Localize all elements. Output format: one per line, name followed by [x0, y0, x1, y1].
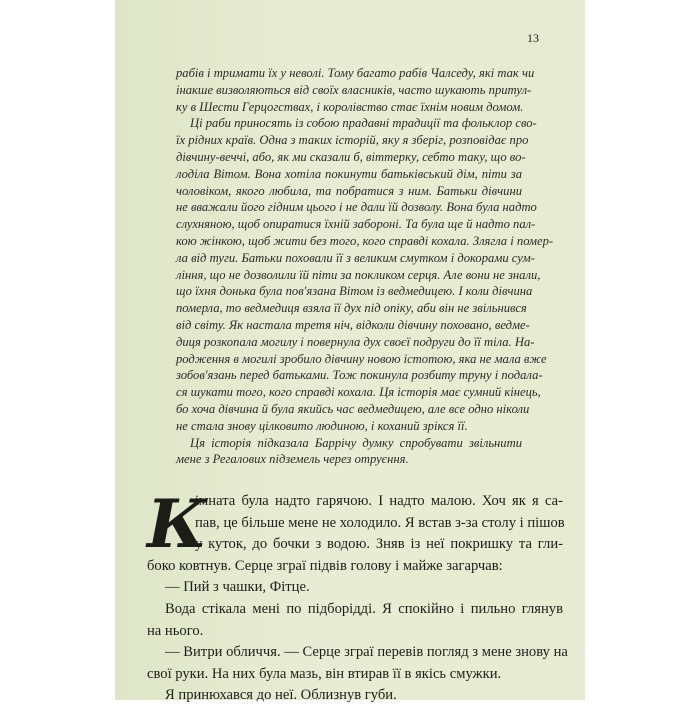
text-line: у куток, до бочки з водою. Зняв із неї покришку та гли- [195, 536, 563, 553]
text-line: інакше визволяються від своїх власників, часто шукають притул- [176, 82, 532, 97]
text-line: ся шукати того, кого справді кохала. Ця історія має сумний кінець, [176, 385, 541, 400]
italic-excerpt [176, 65, 554, 468]
text-line: — Витри обличчя. — Серце зграї перевів погляд з мене знову на [165, 644, 568, 661]
text-line: слухняною, щоб опиратися їхній забороні. Та була ще й надто пал- [176, 217, 536, 232]
text-line: диця розкопала могилу і повернула дух своєї подруги до її тіла. На- [176, 334, 535, 349]
text-line: не вважали його гідним цього і не дали їй дозволу. Вона була надто [176, 200, 537, 215]
text-line: що їхня донька була пов'язана Вітом із ведмедицею. І коли дівчина [176, 284, 533, 299]
text-line: кою жінкою, щоб жити без того, кого справді кохала. Злягла і помер- [176, 233, 554, 248]
text-line: померла, то ведмедиця взяла її дух під опіку, аби він не звільнився [176, 301, 527, 316]
text-line: мене з Регалових підземель через отруєння. [176, 452, 409, 467]
text-line: зобов'язань перед батьками. Тож покинула розбиту труну і подала- [176, 368, 543, 383]
text-line: свої руки. На них була мазь, він втирав її в якісь смужки. [147, 665, 502, 682]
text-line: імната була надто гарячою. І надто малою. Хоч як я са- [195, 493, 563, 509]
drop-cap: К [147, 485, 208, 563]
text-line: боко ковтнув. Серце зграї підвів голову і майже загарчав: [147, 557, 503, 574]
text-line: Ця історія підказала Баррічу думку спробувати звільнити [190, 435, 522, 450]
text-line: — Пий з чашки, Фітце. [165, 579, 310, 596]
text-line: Я принюхався до неї. Облизнув губи. [165, 687, 397, 704]
text-line: чоловіком, якого любила, та побратися з ним. Батьки дівчини [176, 183, 522, 198]
text-line: лоділа Вітом. Вона хотіла покинути батьківський дім, піти за [176, 166, 522, 181]
text-line: Вода стікала мені по підборідді. Я спокійно і пильно глянув [165, 600, 563, 617]
text-line: дівчину-веччі, або, як ми сказали б, віттерку, себто таку, що во- [176, 149, 526, 164]
text-line: Ці раби приносять із собою прадавні традиції та фольклор сво- [190, 116, 537, 131]
text-line: ління, що не дозволили їй піти за покликом серця. Але вони не знали, [176, 267, 541, 282]
text-line: родження в могилі зробило дівчину новою істотою, яка не мала вже [176, 351, 547, 366]
text-line: від світу. Як настала третя ніч, відколи дівчину поховано, ведме- [176, 317, 530, 332]
text-line: на нього. [147, 622, 204, 639]
page-number: 13 [527, 31, 539, 45]
text-line: їх рідних країв. Одна з таких історій, яку я зберіг, розповідає про [176, 133, 529, 148]
text-line: пав, це більше мене не холодило. Я встав з-за столу і пішов [195, 514, 565, 531]
text-line: ку в Шести Герцогствах, і королівство стає їхнім новим домом. [176, 99, 524, 114]
text-line: бо хоча дівчина й була якийсь час ведмедицею, але все одно ніколи [176, 401, 530, 416]
chapter-text [147, 485, 568, 707]
text-line: ла від туги. Батьки поховали її з великим смутком і докорами сум- [176, 250, 535, 265]
text-line: рабів і тримати їх у неволі. Тому багато рабів Чалседу, які так чи [176, 66, 535, 80]
text-line: не стала знову цілковито людиною, і коханий зрікся її. [176, 418, 468, 433]
